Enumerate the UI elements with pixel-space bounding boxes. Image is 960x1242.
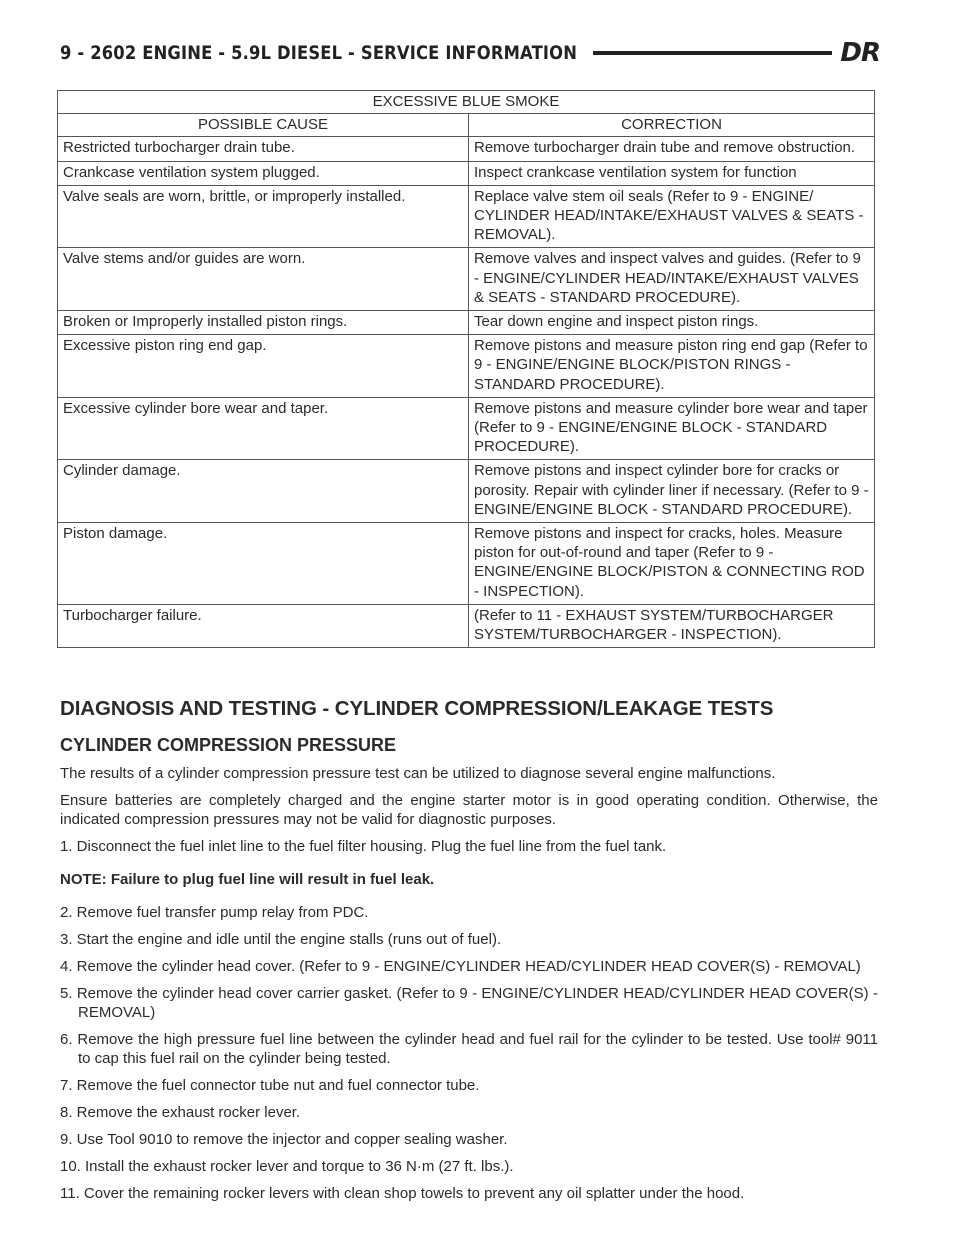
cause-cell: Valve stems and/or guides are worn. xyxy=(58,248,469,311)
table-row xyxy=(58,397,875,460)
table-row xyxy=(58,248,875,311)
cause-cell: Restricted turbocharger drain tube. xyxy=(58,137,469,161)
correction-cell: (Refer to 11 - EXHAUST SYSTEM/TURBOCHARGER SYSTEM/TURBOCHARGER - INSPECTION). xyxy=(469,604,875,647)
step-item: 11. Cover the remaining rocker levers with clean shop towels to prevent any oil splatter under the hood. xyxy=(60,1185,745,1202)
note-text: NOTE: Failure to plug fuel line will result in fuel leak. xyxy=(60,871,435,888)
cause-cell: Valve seals are worn, brittle, or improperly installed. xyxy=(58,185,469,248)
compression-test-section xyxy=(60,697,878,1211)
page-header xyxy=(60,36,880,70)
step-item: 1. Disconnect the fuel inlet line to the fuel filter housing. Plug the fuel line from the fuel tank. xyxy=(60,838,667,855)
correction-cell: Inspect crankcase ventilation system for function xyxy=(469,161,875,185)
step-item: 4. Remove the cylinder head cover. (Refer to 9 - ENGINE/CYLINDER HEAD/CYLINDER HEAD COVER(S) - REMOVAL) xyxy=(60,958,861,975)
column-header-cause: POSSIBLE CAUSE xyxy=(58,114,469,137)
table-row xyxy=(58,523,875,605)
correction-cell: Remove pistons and inspect for cracks, holes. Measure piston for out-of-round and taper (Refer to 9 - ENGINE/ENGINE BLOCK/PISTON & CONNECTING ROD - INSPECTION). xyxy=(469,523,875,605)
section-subheading: CYLINDER COMPRESSION PRESSURE xyxy=(60,735,397,755)
intro-paragraph: The results of a cylinder compression pressure test can be utilized to diagnose several engine malfunctions. xyxy=(60,765,776,782)
section-heading: DIAGNOSIS AND TESTING - CYLINDER COMPRESSION/LEAKAGE TESTS xyxy=(60,697,774,720)
table-row xyxy=(58,137,875,161)
cause-cell: Turbocharger failure. xyxy=(58,604,469,647)
table-row xyxy=(58,161,875,185)
table-title-row xyxy=(58,91,875,114)
step-item: 5. Remove the cylinder head cover carrier gasket. (Refer to 9 - ENGINE/CYLINDER HEAD/CYLINDER HEAD COVER(S) - REMOVAL) xyxy=(60,985,878,1021)
correction-cell: Remove valves and inspect valves and guides. (Refer to 9 - ENGINE/CYLINDER HEAD/INTAKE/EXHAUST VALVES & SEATS - STANDARD PROCEDURE). xyxy=(469,248,875,311)
cause-cell: Crankcase ventilation system plugged. xyxy=(58,161,469,185)
table-row xyxy=(58,311,875,335)
correction-cell: Remove turbocharger drain tube and remove obstruction. xyxy=(469,137,875,161)
header-text: 9 - 2602 ENGINE - 5.9L DIESEL - SERVICE INFORMATION xyxy=(60,42,578,64)
table-header-row xyxy=(58,114,875,137)
step-item: 3. Start the engine and idle until the engine stalls (runs out of fuel). xyxy=(60,931,502,948)
cause-cell: Piston damage. xyxy=(58,523,469,605)
step-item: 10. Install the exhaust rocker lever and torque to 36 N·m (27 ft. lbs.). xyxy=(60,1158,514,1175)
cause-cell: Excessive cylinder bore wear and taper. xyxy=(58,397,469,460)
table-row xyxy=(58,335,875,398)
correction-cell: Remove pistons and inspect cylinder bore for cracks or porosity. Repair with cylinder liner if necessary. (Refer to 9 - ENGINE/ENGINE BLOCK - STANDARD PROCEDURE). xyxy=(469,460,875,523)
cause-cell: Cylinder damage. xyxy=(58,460,469,523)
table-row xyxy=(58,460,875,523)
step-item: 7. Remove the fuel connector tube nut and fuel connector tube. xyxy=(60,1077,480,1094)
correction-cell: Remove pistons and measure cylinder bore wear and taper (Refer to 9 - ENGINE/ENGINE BLOCK - STANDARD PROCEDURE). xyxy=(469,397,875,460)
step-item: 8. Remove the exhaust rocker lever. xyxy=(60,1104,301,1121)
step-item: 2. Remove fuel transfer pump relay from PDC. xyxy=(60,904,369,921)
dr-logo: DR xyxy=(840,38,880,68)
table-title: EXCESSIVE BLUE SMOKE xyxy=(58,91,875,114)
step-item: 9. Use Tool 9010 to remove the injector and copper sealing washer. xyxy=(60,1131,508,1148)
header-rule xyxy=(593,51,832,55)
correction-cell: Tear down engine and inspect piston rings. xyxy=(469,311,875,335)
step-item: 6. Remove the high pressure fuel line between the cylinder head and fuel rail for the cylinder to be tested. Use tool# 9011 to cap this fuel rail on the cylinder being tested. xyxy=(60,1031,878,1067)
cause-cell: Broken or Improperly installed piston rings. xyxy=(58,311,469,335)
correction-cell: Remove pistons and measure piston ring end gap (Refer to 9 - ENGINE/ENGINE BLOCK/PISTON RINGS - STANDARD PROCEDURE). xyxy=(469,335,875,398)
table-row xyxy=(58,185,875,248)
blue-smoke-table-wrap xyxy=(57,90,875,648)
correction-cell: Replace valve stem oil seals (Refer to 9 - ENGINE/ CYLINDER HEAD/INTAKE/EXHAUST VALVES & SEATS - REMOVAL). xyxy=(469,185,875,248)
blue-smoke-table xyxy=(57,90,875,648)
intro-paragraph: Ensure batteries are completely charged and the engine starter motor is in good operating condition. Otherwise, the indicated compression pressures may not be valid for diagnostic purposes. xyxy=(60,792,878,828)
column-header-correction: CORRECTION xyxy=(469,114,875,137)
table-row xyxy=(58,604,875,647)
cause-cell: Excessive piston ring end gap. xyxy=(58,335,469,398)
